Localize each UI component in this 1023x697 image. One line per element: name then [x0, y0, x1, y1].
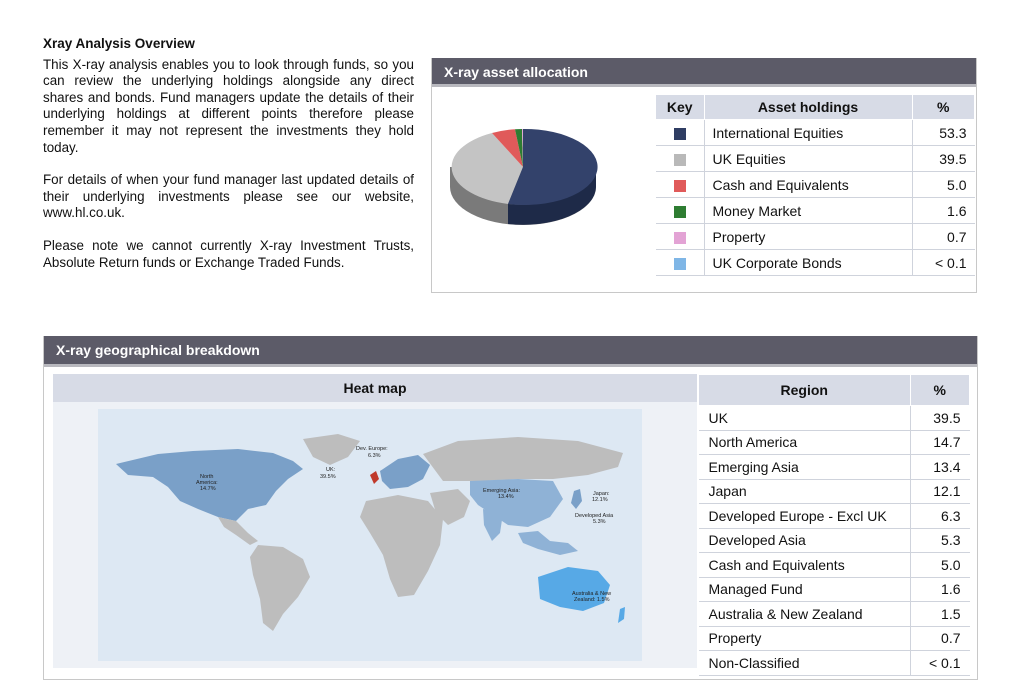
region-row — [699, 504, 970, 529]
asset-row — [656, 198, 975, 224]
map-label-emerging-asia: Emerging Asia: — [483, 488, 520, 494]
map-label-developed-asia-val: 5.3% — [593, 519, 606, 525]
world-heat-map — [98, 409, 642, 661]
asset-holdings-table — [655, 94, 975, 276]
region-row — [699, 651, 970, 676]
region-row — [699, 602, 970, 627]
asset-pct: 1.6 — [912, 198, 975, 224]
region-pct: 0.7 — [910, 626, 970, 651]
asset-pct: 5.0 — [912, 172, 975, 198]
region-row — [699, 430, 970, 455]
asset-label: Money Market — [704, 198, 912, 224]
overview-paragraph-2: For details of when your fund manager last updated details of their underlying investments please see our website, www.hl.co.uk. — [43, 172, 414, 221]
key-cell — [656, 120, 705, 146]
region-pct: 13.4 — [910, 455, 970, 480]
geo-breakdown-panel — [43, 336, 978, 680]
col-pct-header: % — [912, 95, 975, 120]
overview-paragraph-3: Please note we cannot currently X-ray Investment Trusts, Absolute Return funds or Exchange Traded Funds. — [43, 237, 414, 270]
asset-pct: 53.3 — [912, 120, 975, 146]
col-key-header: Key — [656, 95, 705, 120]
region-pct: 1.5 — [910, 602, 970, 627]
asset-allocation-title: X-ray asset allocation — [432, 58, 976, 87]
region-table — [698, 374, 970, 676]
map-label-north-america-2: America: — [196, 480, 218, 486]
map-label-uk: UK: — [326, 467, 336, 473]
region-pct: 1.6 — [910, 577, 970, 602]
map-label-japan: Japan: — [593, 491, 610, 497]
key-swatch — [674, 206, 686, 218]
asset-label: International Equities — [704, 120, 912, 146]
key-cell — [656, 172, 705, 198]
region-row — [699, 455, 970, 480]
region-row — [699, 479, 970, 504]
map-label-uk-val: 39.5% — [320, 474, 336, 480]
region-pct: < 0.1 — [910, 651, 970, 676]
asset-pct: < 0.1 — [912, 250, 975, 276]
asset-pct: 0.7 — [912, 224, 975, 250]
overview-section — [43, 36, 414, 287]
region-row — [699, 626, 970, 651]
map-label-aus-nz-2: Zealand: 1.5% — [574, 597, 610, 603]
map-label-aus-nz: Australia & New — [572, 591, 612, 597]
heat-map-header: Heat map — [53, 374, 697, 402]
region-pct: 6.3 — [910, 504, 970, 529]
region-label: North America — [699, 430, 911, 455]
geo-breakdown-title: X-ray geographical breakdown — [44, 336, 977, 367]
region-row — [699, 406, 970, 431]
region-label: Managed Fund — [699, 577, 911, 602]
map-label-developed-asia: Developed Asia — [575, 513, 614, 519]
asset-pct: 39.5 — [912, 146, 975, 172]
asset-label: Property — [704, 224, 912, 250]
region-label: UK — [699, 406, 911, 431]
region-label: Developed Europe - Excl UK — [699, 504, 911, 529]
key-swatch — [674, 258, 686, 270]
asset-pie-chart — [448, 125, 598, 235]
overview-title: Xray Analysis Overview — [43, 36, 195, 51]
region-label: Japan — [699, 479, 911, 504]
region-label: Cash and Equivalents — [699, 553, 911, 578]
asset-row — [656, 120, 975, 146]
region-label: Developed Asia — [699, 528, 911, 553]
region-pct: 14.7 — [910, 430, 970, 455]
region-pct: 39.5 — [910, 406, 970, 431]
key-cell — [656, 198, 705, 224]
region-row — [699, 528, 970, 553]
region-pct: 5.3 — [910, 528, 970, 553]
map-label-dev-europe-val: 6.3% — [368, 453, 381, 459]
region-label: Non-Classified — [699, 651, 911, 676]
region-label: Property — [699, 626, 911, 651]
map-label-north-america-val: 14.7% — [200, 486, 216, 492]
key-cell — [656, 224, 705, 250]
key-swatch — [674, 232, 686, 244]
asset-row — [656, 172, 975, 198]
map-label-emerging-asia-val: 13.4% — [498, 494, 514, 500]
asset-label: Cash and Equivalents — [704, 172, 912, 198]
map-label-japan-val: 12.1% — [592, 497, 608, 503]
region-label: Australia & New Zealand — [699, 602, 911, 627]
region-pct: 12.1 — [910, 479, 970, 504]
key-swatch — [674, 154, 686, 166]
region-label: Emerging Asia — [699, 455, 911, 480]
asset-allocation-panel — [431, 58, 977, 293]
map-label-dev-europe: Dev. Europe: — [356, 446, 388, 452]
asset-label: UK Corporate Bonds — [704, 250, 912, 276]
asset-row — [656, 224, 975, 250]
region-row — [699, 577, 970, 602]
col-region-pct-header: % — [910, 375, 970, 406]
asset-label: UK Equities — [704, 146, 912, 172]
key-swatch — [674, 180, 686, 192]
key-swatch — [674, 128, 686, 140]
key-cell — [656, 250, 705, 276]
heat-map-area — [53, 402, 697, 668]
overview-paragraph-1: This X-ray analysis enables you to look through funds, so you can review the underlying holdings alongside any direct shares and bonds. Fund managers update the details of their underlying holdings at different points therefore please remember it may not represent the investments they hold today. — [43, 56, 414, 155]
region-row — [699, 553, 970, 578]
col-region-header: Region — [699, 375, 911, 406]
asset-row — [656, 146, 975, 172]
asset-row — [656, 250, 975, 276]
col-holdings-header: Asset holdings — [704, 95, 912, 120]
region-pct: 5.0 — [910, 553, 970, 578]
key-cell — [656, 146, 705, 172]
map-label-north-america: North — [200, 474, 214, 480]
